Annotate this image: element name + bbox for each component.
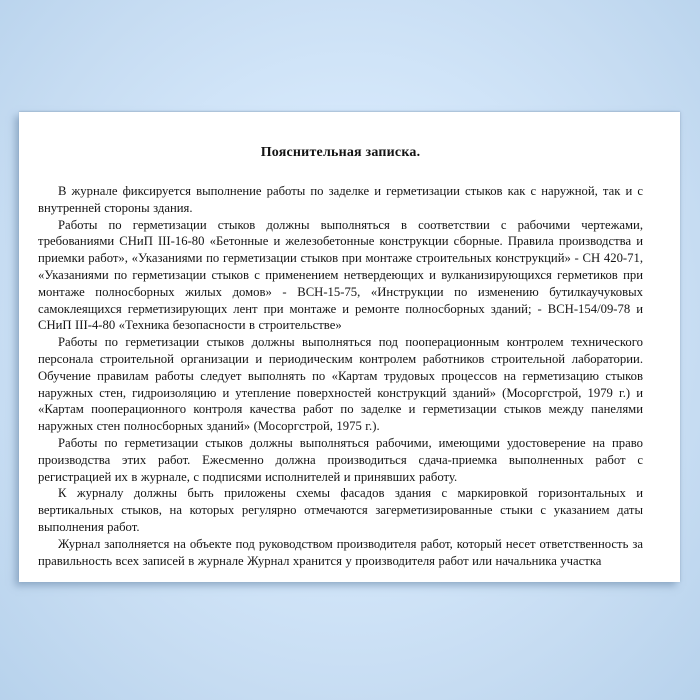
document-page (19, 112, 680, 582)
paragraph-workers-certification: Работы по герметизации стыков должны выполняться рабочими, имеющими удостоверение на право производства этих работ. Ежесменно должна производиться сдача-приемка выполненных работ с регистрацией их в журнале, с подписями исполнителей и принявших работу. (38, 435, 643, 484)
paragraph-journal-keeping: Журнал заполняется на объекте под руководством производителя работ, который несет ответственность за правильность всех записей в журнале Журнал хранится у производителя работ или начальника участка (38, 536, 643, 568)
paragraph-journal-purpose: В журнале фиксируется выполнение работы по заделке и герметизации стыков как с наружной, так и с внутренней стороны здания. (38, 184, 643, 215)
paragraph-facade-schemes: К журналу должны быть приложены схемы фасадов здания с маркировкой горизонтальных и вертикальных стыков, на которых регулярно отмечаются загерметизированные стыки с указанием даты выполнения работ. (38, 486, 643, 534)
document-title: Пояснительная записка. (260, 145, 421, 160)
paragraph-normative-documents: Работы по герметизации стыков должны выполняться в соответствии с рабочими чертежами, требованиями СНиП III-16-80 «Бетонные и железобетонные конструкции сборные. Правила производства и приемки работ», «Указаниями по герметизации стыков при монтаже строительных конструкций» - СН 420-71, «Указаниями по герметизации стыков с применением нетвердеющих и вулканизирующихся герметиков при монтаже полносборных жилых домов» - ВСН-15-75, «Инструкции по изменению бутилкаучуковых самоклеящихся герметизирующих лент при монтаже и ремонте полносборных зданий; - ВСН-154/09-78 и СНиП III-4-80 «Техника безопасности в строительстве» (38, 217, 643, 333)
paragraph-quality-control: Работы по герметизации стыков должны выполняться под пооперационным контролем технического персонала строительной организации и периодическим контролем работников строительной лаборатории. Обучение правилам работы следует выполнять по «Картам трудовых процессов на герметизацию стыков наружных стен, гидроизоляцию и утепление поверхностей конструкций зданий» (Мосоргстрой, 1979 г.) и «Картам пооперационного контроля качества работ по заделке и герметизации стыков между панелями наружных стен полносборных зданий» (Мосоргстрой, 1975 г.). (38, 335, 643, 434)
